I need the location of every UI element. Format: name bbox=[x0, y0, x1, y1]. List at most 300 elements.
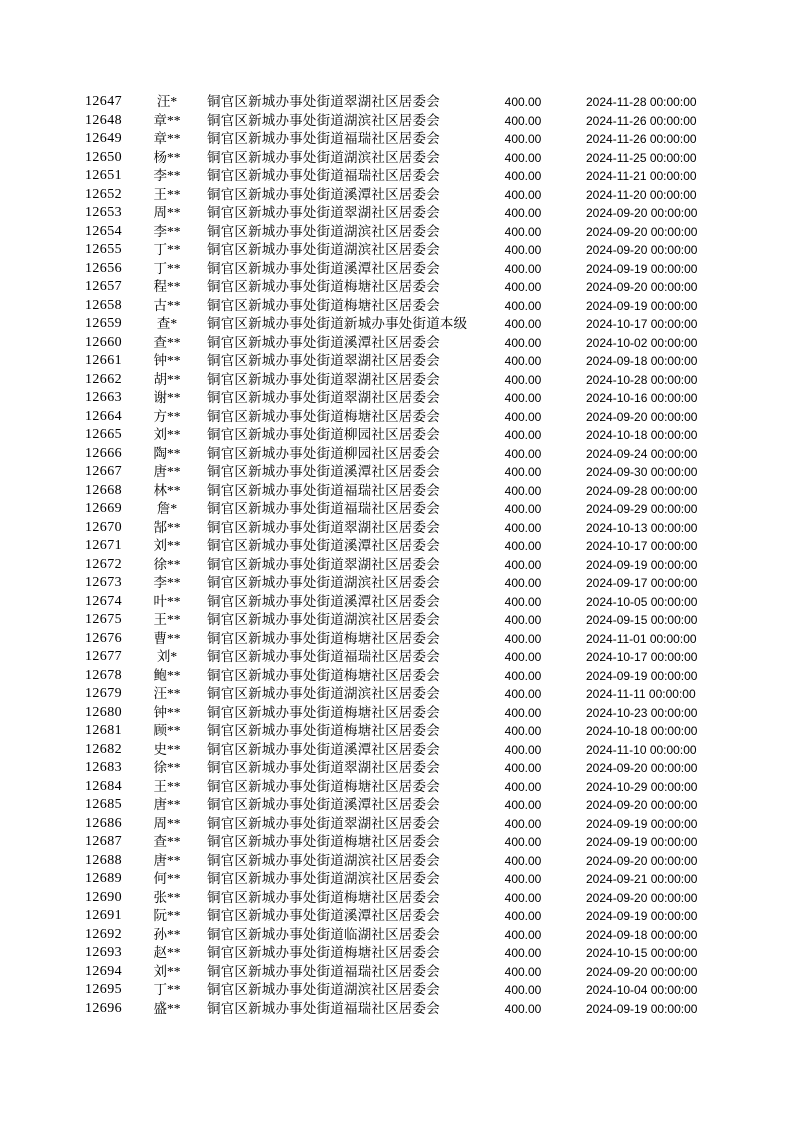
cell-record-id: 12664 bbox=[85, 408, 122, 424]
cell-issue-datetime: 2024-09-19 00:00:00 bbox=[586, 816, 698, 831]
table-row bbox=[0, 241, 793, 260]
cell-record-id: 12665 bbox=[85, 427, 122, 442]
table-row bbox=[0, 667, 793, 686]
cell-issue-datetime: 2024-09-20 00:00:00 bbox=[586, 280, 698, 294]
cell-issue-datetime: 2024-10-29 00:00:00 bbox=[586, 779, 698, 794]
cell-masked-name: 胡** bbox=[153, 371, 181, 387]
cell-amount: 400.00 bbox=[504, 280, 542, 294]
cell-amount: 400.00 bbox=[504, 853, 542, 868]
cell-issuing-unit: 铜官区新城办事处街道梅塘社区居委会 bbox=[207, 704, 440, 720]
cell-record-id: 12681 bbox=[85, 723, 122, 738]
cell-amount: 400.00 bbox=[504, 742, 542, 757]
cell-issuing-unit: 铜官区新城办事处街道梅塘社区居委会 bbox=[207, 667, 440, 683]
cell-amount: 400.00 bbox=[504, 927, 542, 942]
cell-amount: 400.00 bbox=[504, 631, 542, 646]
cell-masked-name: 唐** bbox=[153, 464, 181, 479]
cell-masked-name: 鲍** bbox=[153, 667, 181, 683]
cell-amount: 400.00 bbox=[504, 224, 542, 239]
cell-issue-datetime: 2024-11-10 00:00:00 bbox=[586, 742, 697, 757]
cell-amount: 400.00 bbox=[504, 798, 542, 812]
cell-issuing-unit: 铜官区新城办事处街道福瑞社区居委会 bbox=[207, 482, 440, 498]
cell-masked-name: 史** bbox=[153, 741, 181, 757]
cell-record-id: 12689 bbox=[85, 871, 122, 886]
cell-amount: 400.00 bbox=[504, 372, 542, 387]
table-row bbox=[0, 1000, 793, 1019]
cell-issue-datetime: 2024-09-19 00:00:00 bbox=[586, 1001, 698, 1016]
table-row bbox=[0, 593, 793, 612]
cell-issue-datetime: 2024-09-17 00:00:00 bbox=[586, 576, 698, 590]
table-row bbox=[0, 149, 793, 168]
table-row bbox=[0, 907, 793, 926]
cell-record-id: 12692 bbox=[85, 926, 122, 942]
cell-record-id: 12678 bbox=[85, 667, 122, 683]
cell-masked-name: 盛** bbox=[153, 1000, 181, 1016]
cell-issue-datetime: 2024-10-18 00:00:00 bbox=[586, 724, 698, 738]
table-row bbox=[0, 260, 793, 279]
cell-masked-name: 李** bbox=[153, 223, 181, 239]
cell-record-id: 12670 bbox=[85, 519, 122, 535]
cell-record-id: 12657 bbox=[85, 279, 122, 294]
cell-amount: 400.00 bbox=[504, 113, 542, 128]
cell-masked-name: 刘** bbox=[153, 427, 181, 442]
cell-record-id: 12660 bbox=[85, 334, 122, 350]
cell-amount: 400.00 bbox=[504, 298, 542, 313]
cell-issuing-unit: 铜官区新城办事处街道柳园社区居委会 bbox=[207, 427, 440, 442]
cell-amount: 400.00 bbox=[504, 872, 542, 886]
cell-masked-name: 丁** bbox=[153, 260, 181, 276]
cell-issue-datetime: 2024-10-02 00:00:00 bbox=[586, 335, 698, 350]
cell-issuing-unit: 铜官区新城办事处街道溪潭社区居委会 bbox=[207, 334, 440, 350]
cell-issue-datetime: 2024-09-28 00:00:00 bbox=[586, 483, 698, 498]
cell-amount: 400.00 bbox=[504, 206, 542, 220]
cell-issue-datetime: 2024-11-26 00:00:00 bbox=[586, 113, 697, 128]
cell-issuing-unit: 铜官区新城办事处街道溪潭社区居委会 bbox=[207, 186, 440, 202]
cell-amount: 400.00 bbox=[504, 169, 542, 183]
cell-masked-name: 谢** bbox=[153, 390, 181, 405]
cell-issue-datetime: 2024-09-20 00:00:00 bbox=[586, 409, 698, 424]
cell-amount: 400.00 bbox=[504, 317, 542, 331]
cell-issuing-unit: 铜官区新城办事处街道柳园社区居委会 bbox=[207, 445, 440, 461]
cell-masked-name: 钟** bbox=[153, 704, 181, 720]
cell-issue-datetime: 2024-10-13 00:00:00 bbox=[586, 520, 698, 535]
table-row bbox=[0, 648, 793, 667]
cell-issuing-unit: 铜官区新城办事处街道福瑞社区居委会 bbox=[207, 501, 440, 516]
records-table bbox=[0, 93, 793, 1018]
table-row bbox=[0, 704, 793, 723]
cell-issue-datetime: 2024-09-20 00:00:00 bbox=[586, 761, 698, 775]
cell-issue-datetime: 2024-11-20 00:00:00 bbox=[586, 187, 697, 202]
table-row bbox=[0, 426, 793, 445]
cell-issue-datetime: 2024-10-16 00:00:00 bbox=[586, 391, 698, 405]
table-row bbox=[0, 981, 793, 1000]
cell-masked-name: 刘* bbox=[156, 649, 178, 664]
cell-record-id: 12683 bbox=[85, 760, 122, 775]
cell-issue-datetime: 2024-10-17 00:00:00 bbox=[586, 539, 698, 553]
table-row bbox=[0, 722, 793, 741]
cell-issuing-unit: 铜官区新城办事处街道梅塘社区居委会 bbox=[207, 630, 440, 646]
table-row bbox=[0, 445, 793, 464]
table-row bbox=[0, 778, 793, 797]
cell-record-id: 12652 bbox=[85, 186, 122, 202]
cell-amount: 400.00 bbox=[504, 724, 542, 738]
table-row bbox=[0, 463, 793, 482]
cell-issuing-unit: 铜官区新城办事处街道溪潭社区居委会 bbox=[207, 538, 440, 553]
cell-issue-datetime: 2024-09-19 00:00:00 bbox=[586, 261, 698, 276]
cell-record-id: 12654 bbox=[85, 223, 122, 239]
cell-issue-datetime: 2024-11-01 00:00:00 bbox=[586, 631, 697, 646]
cell-issuing-unit: 铜官区新城办事处街道溪潭社区居委会 bbox=[207, 260, 440, 276]
cell-issue-datetime: 2024-09-20 00:00:00 bbox=[586, 206, 698, 220]
cell-issuing-unit: 铜官区新城办事处街道溪潭社区居委会 bbox=[207, 908, 440, 923]
cell-masked-name: 唐** bbox=[153, 852, 181, 868]
cell-issue-datetime: 2024-09-24 00:00:00 bbox=[586, 446, 698, 461]
cell-record-id: 12675 bbox=[85, 612, 122, 627]
cell-issuing-unit: 铜官区新城办事处街道翠湖社区居委会 bbox=[207, 353, 440, 368]
cell-issue-datetime: 2024-09-15 00:00:00 bbox=[586, 613, 698, 627]
cell-masked-name: 王** bbox=[153, 612, 181, 627]
cell-issue-datetime: 2024-09-21 00:00:00 bbox=[586, 872, 698, 886]
cell-issuing-unit: 铜官区新城办事处街道梅塘社区居委会 bbox=[207, 279, 440, 294]
cell-issuing-unit: 铜官区新城办事处街道福瑞社区居委会 bbox=[207, 1000, 440, 1016]
table-row bbox=[0, 297, 793, 316]
table-row bbox=[0, 556, 793, 575]
cell-issuing-unit: 铜官区新城办事处街道梅塘社区居委会 bbox=[207, 723, 440, 738]
cell-amount: 400.00 bbox=[504, 946, 542, 960]
cell-masked-name: 方** bbox=[153, 408, 181, 424]
cell-amount: 400.00 bbox=[504, 428, 542, 442]
cell-amount: 400.00 bbox=[504, 779, 542, 794]
cell-masked-name: 曹** bbox=[153, 630, 181, 646]
cell-issue-datetime: 2024-09-20 00:00:00 bbox=[586, 224, 698, 239]
cell-masked-name: 章** bbox=[153, 131, 181, 146]
table-row bbox=[0, 889, 793, 908]
table-row bbox=[0, 278, 793, 297]
cell-masked-name: 章** bbox=[153, 112, 181, 128]
cell-amount: 400.00 bbox=[504, 705, 542, 720]
cell-amount: 400.00 bbox=[504, 409, 542, 424]
table-row bbox=[0, 963, 793, 982]
cell-issuing-unit: 铜官区新城办事处街道湖滨社区居委会 bbox=[207, 223, 440, 239]
cell-issuing-unit: 铜官区新城办事处街道梅塘社区居委会 bbox=[207, 889, 440, 905]
cell-issue-datetime: 2024-09-30 00:00:00 bbox=[586, 465, 698, 479]
cell-amount: 400.00 bbox=[504, 909, 542, 923]
table-row bbox=[0, 796, 793, 815]
table-row bbox=[0, 574, 793, 593]
cell-issue-datetime: 2024-10-23 00:00:00 bbox=[586, 705, 698, 720]
cell-record-id: 12687 bbox=[85, 834, 122, 849]
cell-issuing-unit: 铜官区新城办事处街道湖滨社区居委会 bbox=[207, 612, 440, 627]
table-row bbox=[0, 870, 793, 889]
cell-masked-name: 顾** bbox=[153, 723, 181, 738]
cell-amount: 400.00 bbox=[504, 261, 542, 276]
cell-issue-datetime: 2024-10-04 00:00:00 bbox=[586, 983, 698, 997]
cell-issue-datetime: 2024-11-21 00:00:00 bbox=[586, 169, 697, 183]
cell-masked-name: 汪** bbox=[153, 686, 181, 701]
cell-issuing-unit: 铜官区新城办事处街道梅塘社区居委会 bbox=[207, 834, 440, 849]
cell-record-id: 12686 bbox=[85, 815, 122, 831]
cell-issuing-unit: 铜官区新城办事处街道福瑞社区居委会 bbox=[207, 168, 440, 183]
cell-amount: 400.00 bbox=[504, 354, 542, 368]
cell-masked-name: 唐** bbox=[153, 797, 181, 812]
table-row bbox=[0, 352, 793, 371]
cell-masked-name: 何** bbox=[153, 871, 181, 886]
cell-masked-name: 丁** bbox=[153, 982, 181, 997]
cell-amount: 400.00 bbox=[504, 150, 542, 165]
cell-record-id: 12685 bbox=[85, 797, 122, 812]
cell-issuing-unit: 铜官区新城办事处街道翠湖社区居委会 bbox=[207, 815, 440, 831]
cell-amount: 400.00 bbox=[504, 1001, 542, 1016]
cell-masked-name: 赵** bbox=[153, 945, 181, 960]
cell-issuing-unit: 铜官区新城办事处街道湖滨社区居委会 bbox=[207, 871, 440, 886]
cell-issue-datetime: 2024-09-18 00:00:00 bbox=[586, 927, 698, 942]
cell-issue-datetime: 2024-09-20 00:00:00 bbox=[586, 853, 698, 868]
cell-issue-datetime: 2024-09-19 00:00:00 bbox=[586, 668, 698, 683]
cell-masked-name: 詹* bbox=[156, 501, 178, 516]
cell-issuing-unit: 铜官区新城办事处街道溪潭社区居委会 bbox=[207, 464, 440, 479]
cell-issue-datetime: 2024-09-29 00:00:00 bbox=[586, 502, 698, 516]
cell-amount: 400.00 bbox=[504, 668, 542, 683]
cell-issue-datetime: 2024-10-28 00:00:00 bbox=[586, 372, 698, 387]
cell-issue-datetime: 2024-09-19 00:00:00 bbox=[586, 298, 698, 313]
cell-amount: 400.00 bbox=[504, 95, 542, 109]
cell-record-id: 12658 bbox=[85, 297, 122, 313]
cell-issue-datetime: 2024-09-20 00:00:00 bbox=[586, 890, 698, 905]
cell-record-id: 12693 bbox=[85, 945, 122, 960]
cell-issuing-unit: 铜官区新城办事处街道梅塘社区居委会 bbox=[207, 408, 440, 424]
cell-issue-datetime: 2024-10-05 00:00:00 bbox=[586, 594, 698, 609]
cell-issuing-unit: 铜官区新城办事处街道湖滨社区居委会 bbox=[207, 575, 440, 590]
table-row bbox=[0, 833, 793, 852]
cell-masked-name: 查* bbox=[156, 316, 178, 331]
cell-record-id: 12677 bbox=[85, 649, 122, 664]
cell-amount: 400.00 bbox=[504, 613, 542, 627]
cell-issue-datetime: 2024-09-20 00:00:00 bbox=[586, 964, 698, 979]
cell-issue-datetime: 2024-10-18 00:00:00 bbox=[586, 428, 698, 442]
cell-amount: 400.00 bbox=[504, 983, 542, 997]
cell-masked-name: 钟** bbox=[153, 353, 181, 368]
cell-record-id: 12655 bbox=[85, 242, 122, 257]
cell-record-id: 12647 bbox=[85, 94, 122, 109]
cell-issue-datetime: 2024-09-19 00:00:00 bbox=[586, 909, 698, 923]
cell-record-id: 12650 bbox=[85, 149, 122, 165]
cell-record-id: 12667 bbox=[85, 464, 122, 479]
cell-record-id: 12672 bbox=[85, 556, 122, 572]
cell-issuing-unit: 铜官区新城办事处街道溪潭社区居委会 bbox=[207, 741, 440, 757]
cell-masked-name: 程** bbox=[153, 279, 181, 294]
cell-amount: 400.00 bbox=[504, 502, 542, 516]
cell-amount: 400.00 bbox=[504, 594, 542, 609]
table-row bbox=[0, 741, 793, 760]
cell-record-id: 12680 bbox=[85, 704, 122, 720]
cell-masked-name: 丁** bbox=[153, 242, 181, 257]
cell-record-id: 12684 bbox=[85, 778, 122, 794]
table-row bbox=[0, 186, 793, 205]
table-row bbox=[0, 611, 793, 630]
cell-issuing-unit: 铜官区新城办事处街道梅塘社区居委会 bbox=[207, 945, 440, 960]
cell-record-id: 12679 bbox=[85, 686, 122, 701]
cell-amount: 400.00 bbox=[504, 465, 542, 479]
cell-record-id: 12695 bbox=[85, 982, 122, 997]
cell-masked-name: 徐** bbox=[153, 556, 181, 572]
cell-masked-name: 孙** bbox=[153, 926, 181, 942]
cell-amount: 400.00 bbox=[504, 816, 542, 831]
cell-record-id: 12656 bbox=[85, 260, 122, 276]
cell-masked-name: 古** bbox=[153, 297, 181, 313]
cell-record-id: 12668 bbox=[85, 482, 122, 498]
cell-issue-datetime: 2024-11-26 00:00:00 bbox=[586, 132, 697, 146]
cell-record-id: 12659 bbox=[85, 316, 122, 331]
table-row bbox=[0, 204, 793, 223]
cell-amount: 400.00 bbox=[504, 964, 542, 979]
cell-record-id: 12663 bbox=[85, 390, 122, 405]
table-row bbox=[0, 93, 793, 112]
cell-masked-name: 林** bbox=[153, 482, 181, 498]
cell-amount: 400.00 bbox=[504, 835, 542, 849]
cell-issuing-unit: 铜官区新城办事处街道湖滨社区居委会 bbox=[207, 112, 440, 128]
table-row bbox=[0, 685, 793, 704]
cell-issue-datetime: 2024-11-11 00:00:00 bbox=[586, 687, 696, 701]
table-row bbox=[0, 500, 793, 519]
cell-amount: 400.00 bbox=[504, 687, 542, 701]
cell-amount: 400.00 bbox=[504, 650, 542, 664]
cell-masked-name: 徐** bbox=[153, 760, 181, 775]
cell-issuing-unit: 铜官区新城办事处街道湖滨社区居委会 bbox=[207, 982, 440, 997]
cell-issue-datetime: 2024-10-17 00:00:00 bbox=[586, 650, 698, 664]
cell-amount: 400.00 bbox=[504, 243, 542, 257]
cell-amount: 400.00 bbox=[504, 446, 542, 461]
table-row bbox=[0, 334, 793, 353]
cell-issuing-unit: 铜官区新城办事处街道翠湖社区居委会 bbox=[207, 371, 440, 387]
cell-amount: 400.00 bbox=[504, 483, 542, 498]
cell-issue-datetime: 2024-09-19 00:00:00 bbox=[586, 835, 698, 849]
cell-record-id: 12662 bbox=[85, 371, 122, 387]
table-row bbox=[0, 630, 793, 649]
table-row bbox=[0, 112, 793, 131]
cell-amount: 400.00 bbox=[504, 520, 542, 535]
cell-record-id: 12696 bbox=[85, 1000, 122, 1016]
cell-masked-name: 刘** bbox=[153, 963, 181, 979]
table-row bbox=[0, 315, 793, 334]
cell-record-id: 12673 bbox=[85, 575, 122, 590]
cell-amount: 400.00 bbox=[504, 557, 542, 572]
table-row bbox=[0, 130, 793, 149]
cell-record-id: 12690 bbox=[85, 889, 122, 905]
cell-issuing-unit: 铜官区新城办事处街道翠湖社区居委会 bbox=[207, 519, 440, 535]
cell-masked-name: 周** bbox=[153, 815, 181, 831]
table-row bbox=[0, 852, 793, 871]
cell-record-id: 12691 bbox=[85, 908, 122, 923]
cell-masked-name: 叶** bbox=[153, 593, 181, 609]
cell-record-id: 12649 bbox=[85, 131, 122, 146]
cell-issuing-unit: 铜官区新城办事处街道梅塘社区居委会 bbox=[207, 778, 440, 794]
cell-masked-name: 王** bbox=[153, 186, 181, 202]
cell-masked-name: 查** bbox=[153, 334, 181, 350]
cell-issue-datetime: 2024-09-20 00:00:00 bbox=[586, 243, 698, 257]
cell-amount: 400.00 bbox=[504, 335, 542, 350]
cell-masked-name: 阮** bbox=[153, 908, 181, 923]
cell-record-id: 12674 bbox=[85, 593, 122, 609]
table-row bbox=[0, 167, 793, 186]
cell-masked-name: 杨** bbox=[153, 149, 181, 165]
cell-issuing-unit: 铜官区新城办事处街道湖滨社区居委会 bbox=[207, 242, 440, 257]
cell-issue-datetime: 2024-09-20 00:00:00 bbox=[586, 798, 698, 812]
cell-issuing-unit: 铜官区新城办事处街道梅塘社区居委会 bbox=[207, 297, 440, 313]
table-row bbox=[0, 815, 793, 834]
cell-issuing-unit: 铜官区新城办事处街道翠湖社区居委会 bbox=[207, 760, 440, 775]
cell-record-id: 12676 bbox=[85, 630, 122, 646]
cell-issue-datetime: 2024-09-18 00:00:00 bbox=[586, 354, 698, 368]
cell-record-id: 12671 bbox=[85, 538, 122, 553]
table-row bbox=[0, 371, 793, 390]
cell-issuing-unit: 铜官区新城办事处街道福瑞社区居委会 bbox=[207, 963, 440, 979]
cell-issue-datetime: 2024-11-25 00:00:00 bbox=[586, 150, 697, 165]
cell-record-id: 12661 bbox=[85, 353, 122, 368]
cell-masked-name: 周** bbox=[153, 205, 181, 220]
table-row bbox=[0, 389, 793, 408]
cell-issuing-unit: 铜官区新城办事处街道福瑞社区居委会 bbox=[207, 131, 440, 146]
cell-masked-name: 刘** bbox=[153, 538, 181, 553]
table-row bbox=[0, 408, 793, 427]
cell-issuing-unit: 铜官区新城办事处街道翠湖社区居委会 bbox=[207, 205, 440, 220]
cell-record-id: 12682 bbox=[85, 741, 122, 757]
cell-issue-datetime: 2024-10-17 00:00:00 bbox=[586, 317, 698, 331]
cell-amount: 400.00 bbox=[504, 187, 542, 202]
cell-masked-name: 陶** bbox=[153, 445, 181, 461]
cell-issuing-unit: 铜官区新城办事处街道福瑞社区居委会 bbox=[207, 649, 440, 664]
cell-masked-name: 查** bbox=[153, 834, 181, 849]
cell-amount: 400.00 bbox=[504, 132, 542, 146]
cell-issuing-unit: 铜官区新城办事处街道湖滨社区居委会 bbox=[207, 686, 440, 701]
cell-issuing-unit: 铜官区新城办事处街道湖滨社区居委会 bbox=[207, 149, 440, 165]
cell-record-id: 12648 bbox=[85, 112, 122, 128]
cell-record-id: 12694 bbox=[85, 963, 122, 979]
cell-amount: 400.00 bbox=[504, 761, 542, 775]
cell-issuing-unit: 铜官区新城办事处街道溪潭社区居委会 bbox=[207, 797, 440, 812]
cell-amount: 400.00 bbox=[504, 539, 542, 553]
table-row bbox=[0, 537, 793, 556]
table-row bbox=[0, 519, 793, 538]
cell-issuing-unit: 铜官区新城办事处街道溪潭社区居委会 bbox=[207, 593, 440, 609]
cell-issuing-unit: 铜官区新城办事处街道临湖社区居委会 bbox=[207, 926, 440, 942]
cell-issue-datetime: 2024-11-28 00:00:00 bbox=[586, 95, 697, 109]
cell-amount: 400.00 bbox=[504, 576, 542, 590]
table-row bbox=[0, 759, 793, 778]
cell-masked-name: 王** bbox=[153, 778, 181, 794]
cell-issuing-unit: 铜官区新城办事处街道翠湖社区居委会 bbox=[207, 390, 440, 405]
cell-masked-name: 郜** bbox=[153, 519, 181, 535]
cell-issuing-unit: 铜官区新城办事处街道翠湖社区居委会 bbox=[207, 94, 440, 109]
table-row bbox=[0, 223, 793, 242]
cell-record-id: 12669 bbox=[85, 501, 122, 516]
cell-issue-datetime: 2024-10-15 00:00:00 bbox=[586, 946, 698, 960]
cell-issue-datetime: 2024-09-19 00:00:00 bbox=[586, 557, 698, 572]
cell-masked-name: 张** bbox=[153, 889, 181, 905]
cell-masked-name: 李** bbox=[153, 575, 181, 590]
cell-issuing-unit: 铜官区新城办事处街道新城办事处街道本级 bbox=[207, 316, 468, 331]
cell-amount: 400.00 bbox=[504, 890, 542, 905]
cell-record-id: 12651 bbox=[85, 168, 122, 183]
table-row bbox=[0, 482, 793, 501]
cell-masked-name: 李** bbox=[153, 168, 181, 183]
cell-issuing-unit: 铜官区新城办事处街道翠湖社区居委会 bbox=[207, 556, 440, 572]
cell-amount: 400.00 bbox=[504, 391, 542, 405]
cell-record-id: 12653 bbox=[85, 205, 122, 220]
table-row bbox=[0, 944, 793, 963]
cell-record-id: 12666 bbox=[85, 445, 122, 461]
cell-issuing-unit: 铜官区新城办事处街道湖滨社区居委会 bbox=[207, 852, 440, 868]
table-row bbox=[0, 926, 793, 945]
cell-masked-name: 汪* bbox=[156, 94, 178, 109]
